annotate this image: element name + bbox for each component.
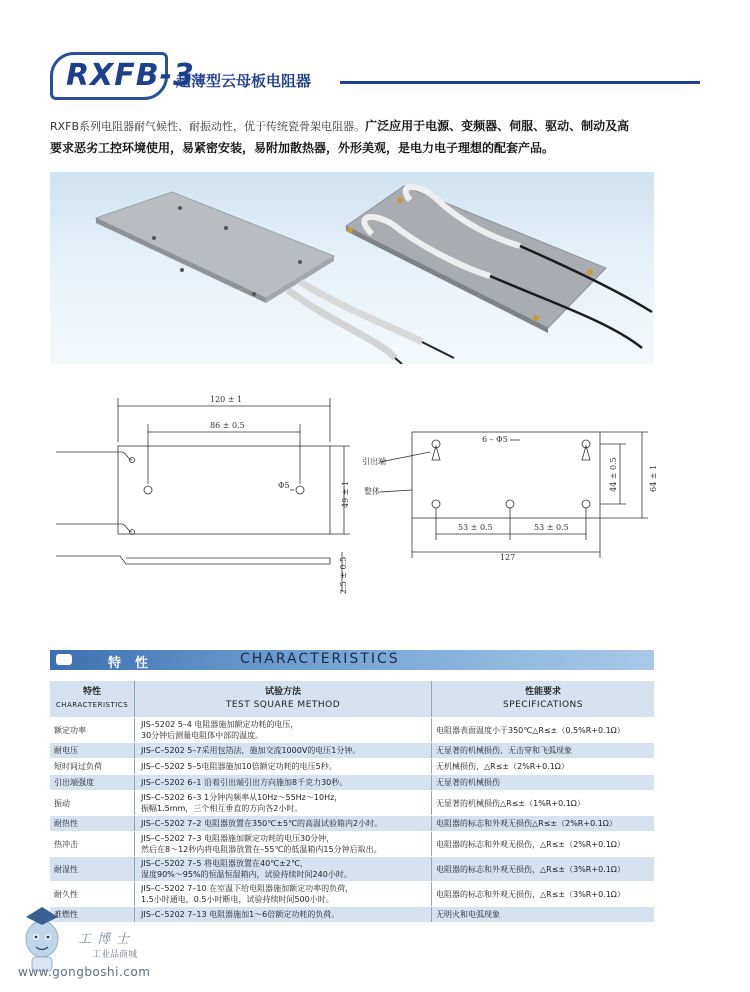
header-c0-en: CHARACTERISTICS — [55, 701, 129, 709]
table-row — [50, 791, 654, 816]
header-specification — [432, 681, 655, 718]
intro-line-1 — [50, 116, 700, 137]
header-c2-cn: 性能要求 — [524, 687, 561, 697]
row-method: JIS–C–5202 5–5电阻器施加10倍额定功耗的电压5秒。 — [135, 759, 432, 775]
row-characteristic: 引出端强度 — [50, 775, 135, 791]
row-specification: 无显著的机械损伤 — [432, 775, 655, 791]
band-bullet-icon — [56, 654, 72, 665]
row-characteristic: 难燃性 — [50, 907, 135, 923]
table-row — [50, 743, 654, 759]
table-row — [50, 759, 654, 775]
dim-120: 120 ± 1 — [210, 395, 243, 404]
row-specification: 电阻器表面温度小于350℃△R≤±（0.5%R+0.1Ω） — [432, 718, 655, 743]
characteristics-table — [50, 681, 654, 923]
row-method: JIS–C–5202 7–10 在室温下给电阻器施加额定功率的负荷， 1.5小时通电，0.5小时断电，试验持续时间500小时。 — [135, 882, 432, 907]
watermark-url: www.gongboshi.com — [18, 965, 151, 979]
side-view — [380, 432, 648, 558]
table-row — [50, 857, 654, 882]
row-method: JIS–C–5202 7–2 电阻器放置在350℃±5℃的高温试验箱内2小时。 — [135, 816, 432, 832]
front-view — [56, 398, 350, 592]
row-characteristic: 耐热性 — [50, 816, 135, 832]
table-row — [50, 816, 654, 832]
row-characteristic: 短时间过负荷 — [50, 759, 135, 775]
table-row — [50, 718, 654, 743]
watermark-subtitle: 工业品商城 — [92, 950, 138, 960]
label-terminal: 引出端 — [362, 457, 386, 466]
dimension-drawing — [50, 380, 670, 610]
model-name: RXFB-3 — [66, 58, 195, 93]
row-characteristic: 额定功率 — [50, 718, 135, 743]
row-specification: 无显著的机械损伤△R≤±（1%R+0.1Ω） — [432, 791, 655, 816]
header-characteristic — [50, 681, 135, 718]
row-specification: 电阻器的标志和外观无损伤△R≤±（2%R+0.1Ω） — [432, 816, 655, 832]
header-method — [135, 681, 432, 718]
row-method: JIS–C–5202 6–1 沿着引出端引出方向施加8千克力30秒。 — [135, 775, 432, 791]
dim-phi5: Φ5 — [278, 481, 290, 490]
row-method: JIS–C–5202 7–13 电阻器施加1～6倍额定功耗的负荷。 — [135, 907, 432, 923]
product-photo — [50, 172, 654, 364]
header-c1-en: TEST SQUARE METHOD — [225, 700, 341, 710]
header-c0-cn: 特性 — [82, 687, 101, 697]
row-characteristic: 热冲击 — [50, 832, 135, 857]
row-characteristic: 耐湿性 — [50, 857, 135, 882]
intro-plain: RXFB系列电阻器耐气候性、耐振动性，优于传统瓷骨架电阻器。 — [50, 120, 366, 133]
characteristics-title-en: CHARACTERISTICS — [240, 651, 400, 667]
table-body — [50, 718, 654, 923]
table-row — [50, 832, 654, 857]
intro-bold-2: 要求恶劣工控环境使用，易紧密安装，易附加散热器，外形美观，是电力电子理想的配套产品。 — [50, 141, 555, 155]
dim-49: 49 ± 1 — [341, 480, 350, 508]
row-characteristic: 耐电压 — [50, 743, 135, 759]
intro-line-2 — [50, 138, 700, 159]
dim-2-5: 2.5 ± 0.5 — [339, 556, 348, 594]
row-characteristic: 耐久性 — [50, 882, 135, 907]
row-specification: 无机械损伤，△R≤±（2%R+0.1Ω） — [432, 759, 655, 775]
dim-53-left: 53 ± 0.5 — [458, 523, 493, 532]
dim-53-right: 53 ± 0.5 — [534, 523, 569, 532]
row-method: JIS–5202 5–4 电阻器施加额定功耗的电压， 30分钟后测量电阻体中部的温度。 — [135, 718, 432, 743]
label-body: 整体 — [364, 487, 380, 496]
row-method: JIS–C–5202 6–3 1分钟内频率从10Hz～55Hz～10Hz， 振幅1.5mm，三个相互垂直的方向各2小时。 — [135, 791, 432, 816]
header-c2-en: SPECIFICATIONS — [502, 700, 584, 710]
row-specification: 无明火和电弧现象 — [432, 907, 655, 923]
row-specification: 无显著的机械损伤、无击穿和飞弧现象 — [432, 743, 655, 759]
dim-127: 127 — [500, 553, 516, 562]
watermark-brand: 工博士 — [78, 932, 136, 947]
page-title: 超薄型云母板电阻器 — [176, 72, 312, 90]
row-specification: 电阻器的标志和外观无损伤，△R≤±（3%R+0.1Ω） — [432, 882, 655, 907]
header-c1-cn: 试验方法 — [264, 687, 301, 697]
table-row — [50, 907, 654, 923]
row-method: JIS–C–5202 7–5 将电阻器放置在40℃±2℃， 湿度90%～95%的恒温恒湿箱内，试验持续时间240小时。 — [135, 857, 432, 882]
intro-bold-1: 广泛应用于电源、变频器、伺服、驱动、制动及高 — [365, 119, 630, 133]
row-method: JIS–C–5202 7–3 电阻器施加额定功耗的电压30分钟， 然后在8～12秒内将电阻器放置在–55℃的低温箱内15分钟后取出。 — [135, 832, 432, 857]
row-specification: 电阻器的标志和外观无损伤，△R≤±（2%R+0.1Ω） — [432, 832, 655, 857]
dim-6-phi5: 6 – Φ5 — [482, 435, 508, 444]
table-row — [50, 775, 654, 791]
dim-64: 64 ± 1 — [649, 464, 658, 492]
characteristics-title-cn: 特性 — [108, 656, 163, 671]
row-method: JIS–C–5202 5–7采用包箔法，施加交流1000V的电压1分钟。 — [135, 743, 432, 759]
header-rule — [340, 81, 700, 84]
dim-44: 44 ± 0.5 — [609, 457, 618, 492]
row-specification: 电阻器的标志和外观无损伤，△R≤±（3%R+0.1Ω） — [432, 857, 655, 882]
resistor-plate-back — [346, 186, 652, 348]
table-header-row — [50, 681, 654, 718]
dim-86: 86 ± 0.5 — [210, 421, 245, 430]
row-characteristic: 振动 — [50, 791, 135, 816]
table-row — [50, 882, 654, 907]
